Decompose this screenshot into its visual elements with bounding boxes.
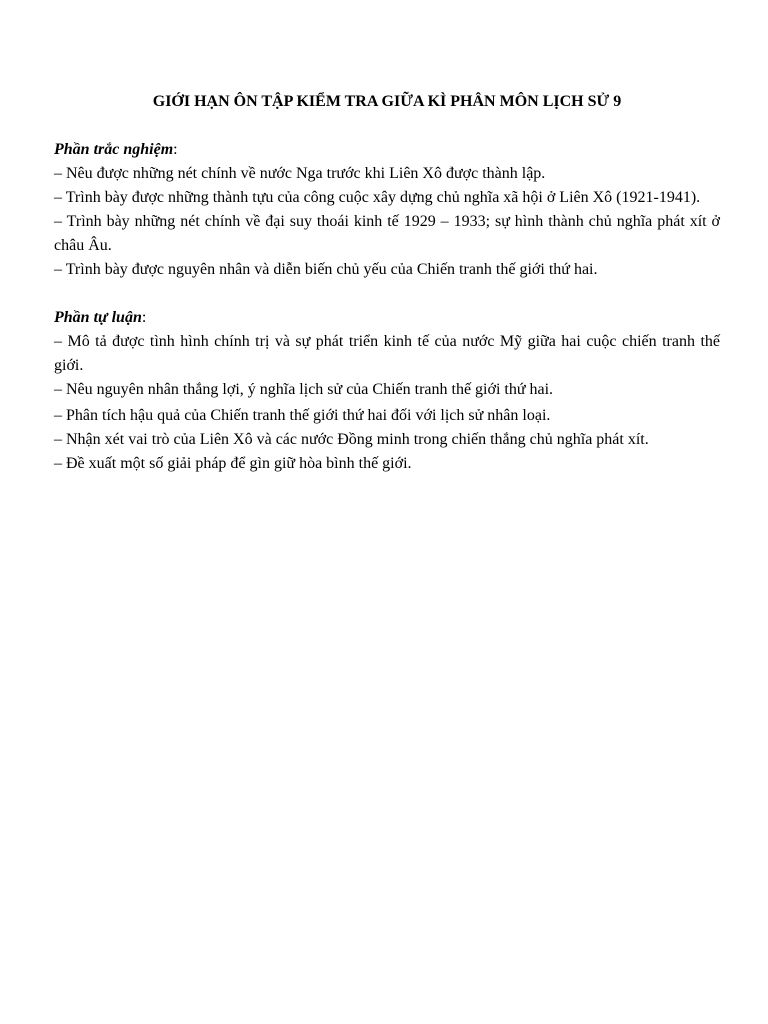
list-item: – Trình bày được những thành tựu của công cuộc xây dựng chủ nghĩa xã hội ở Liên Xô (1921-1941). (54, 189, 701, 206)
list-item: – Nêu được những nét chính về nước Nga trước khi Liên Xô được thành lập. (54, 165, 546, 182)
section-essay (54, 306, 720, 476)
section-heading-label: Phần tự luận (54, 309, 142, 326)
list-item: – Trình bày được nguyên nhân và diễn biến chủ yếu của Chiến tranh thế giới thứ hai. (54, 261, 598, 278)
document-title: GIỚI HẠN ÔN TẬP KIỂM TRA GIỮA KÌ PHÂN MÔN LỊCH SỬ 9 (152, 93, 622, 110)
section-multiple-choice (54, 138, 720, 282)
list-item: – Phân tích hậu quả của Chiến tranh thế giới thứ hai đối với lịch sử nhân loại. (54, 407, 551, 424)
section-heading-colon: : (141, 309, 147, 326)
list-item: – Đề xuất một số giải pháp để gìn giữ hòa bình thế giới. (54, 455, 412, 472)
section-heading (54, 306, 720, 330)
section-heading-colon: : (173, 141, 178, 158)
list-item: – Trình bày những nét chính về đại suy thoái kinh tế 1929 – 1933; sự hình thành chủ nghĩa phát xít ở châu Âu. (54, 213, 720, 254)
section-heading-label: Phần trắc nghiệm (54, 141, 174, 158)
list-item: – Mô tả được tình hình chính trị và sự phát triển kinh tế của nước Mỹ giữa hai cuộc chiến tranh thế giới. (54, 333, 720, 374)
list-item: – Nêu nguyên nhân thắng lợi, ý nghĩa lịch sử của Chiến tranh thế giới thứ hai. (54, 381, 554, 398)
list-item: – Nhận xét vai trò của Liên Xô và các nước Đồng minh trong chiến thắng chủ nghĩa phát xít. (54, 431, 649, 448)
section-heading (54, 138, 720, 162)
document-page (54, 90, 720, 500)
